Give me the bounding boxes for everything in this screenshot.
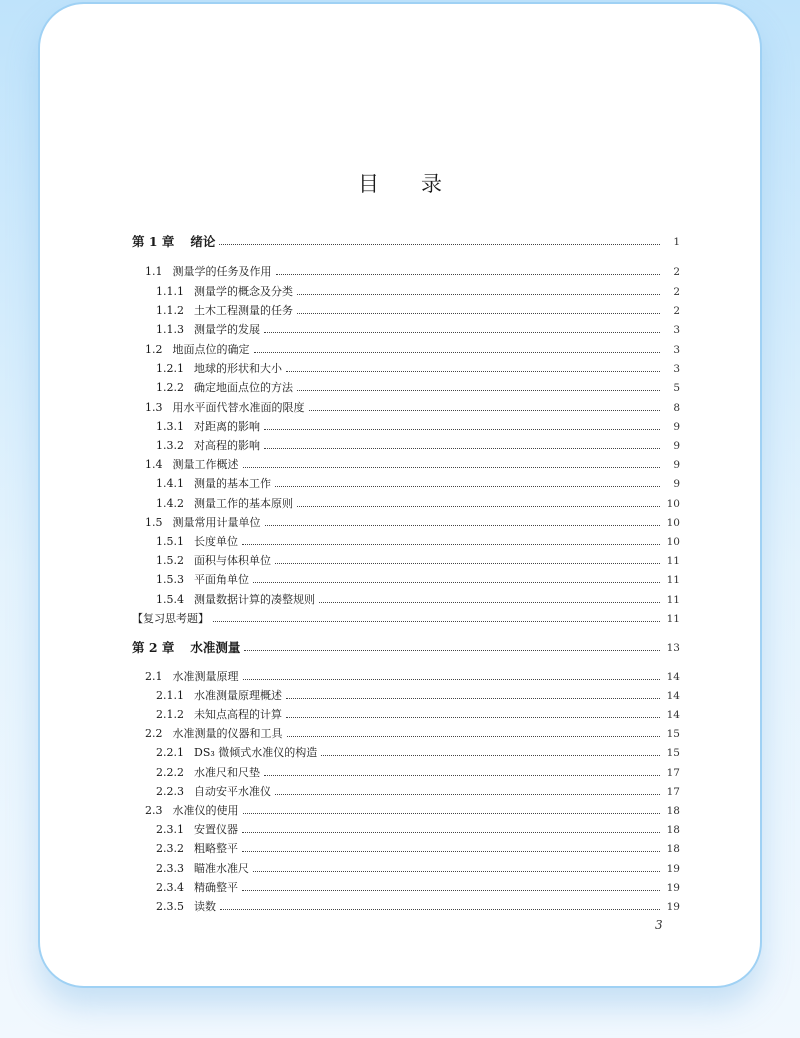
dot-leader	[286, 716, 660, 718]
toc-subsection-entry[interactable]	[0, 283, 680, 301]
dot-leader	[275, 562, 660, 564]
toc-entry-number: 1.2.2	[156, 381, 184, 394]
toc-entry-title: DS₃ 微倾式水准仪的构造	[194, 746, 318, 759]
toc-entry-title: 测量学的发展	[194, 323, 260, 336]
toc-entry-number: 2.3.5	[156, 900, 184, 913]
dot-leader	[264, 447, 660, 449]
toc-section-entry[interactable]	[0, 263, 680, 281]
dot-leader	[219, 243, 660, 245]
toc-entry-number: 第 1 章	[132, 234, 175, 249]
toc-entry-title: 土木工程测量的任务	[194, 304, 293, 317]
toc-entry-title: 【复习思考题】	[132, 612, 209, 625]
toc-subsection-entry[interactable]	[0, 571, 680, 589]
toc-entry-title: 用水平面代替水准面的限度	[172, 401, 305, 414]
toc-entry-page: 10	[666, 517, 680, 529]
dot-leader	[243, 466, 661, 468]
toc-entry-page: 2	[673, 266, 680, 278]
toc-entry-page: 14	[666, 709, 680, 721]
toc-entry-page: 14	[666, 690, 680, 702]
toc-entry-number: 2.2.3	[156, 785, 184, 798]
toc-entry-page: 10	[666, 498, 680, 510]
toc-section-entry[interactable]	[0, 399, 680, 417]
toc-entry-title: 绪论	[190, 234, 216, 249]
toc-entry-title: 测量数据计算的凑整规则	[194, 593, 315, 606]
toc-entry-number: 2.1	[145, 670, 163, 683]
dot-leader	[275, 485, 660, 487]
dot-leader	[220, 908, 660, 910]
toc-entry-number: 2.1.1	[156, 689, 184, 702]
dot-leader	[286, 697, 660, 699]
toc-subsection-entry[interactable]	[0, 764, 680, 782]
toc-section-entry[interactable]	[0, 456, 680, 474]
toc-subsection-entry[interactable]	[0, 475, 680, 493]
dot-leader	[244, 649, 660, 651]
toc-entry-page: 9	[673, 478, 680, 490]
toc-entry-title: 未知点高程的计算	[194, 708, 282, 721]
toc-entry-number: 1.5.2	[156, 554, 184, 567]
toc-entry-number: 1.2.1	[156, 362, 184, 375]
toc-entry-number: 1.3.2	[156, 439, 184, 452]
dot-leader	[275, 793, 660, 795]
toc-entry-title: 确定地面点位的方法	[194, 381, 293, 394]
toc-entry-title: 面积与体积单位	[194, 554, 271, 567]
toc-entry-title: 水准尺和尺垫	[194, 766, 260, 779]
toc-entry-number: 1.5.4	[156, 593, 184, 606]
toc-subsection-entry[interactable]	[0, 321, 680, 339]
toc-subsection-entry[interactable]	[0, 783, 680, 801]
toc-entry-title: 地球的形状和大小	[194, 362, 282, 375]
dot-leader	[264, 774, 660, 776]
toc-entry-page: 18	[666, 843, 680, 855]
toc-entry-number: 1.1.2	[156, 304, 184, 317]
toc-subsection-entry[interactable]	[0, 379, 680, 397]
dot-leader	[297, 505, 660, 507]
toc-entry-number: 1.4.1	[156, 477, 184, 490]
toc-entry-title: 水准仪的使用	[172, 804, 239, 817]
toc-entry-title: 粗略整平	[194, 842, 238, 855]
toc-entry-page: 9	[673, 440, 680, 452]
toc-subsection-entry[interactable]	[0, 687, 680, 705]
toc-entry-page: 11	[666, 555, 680, 567]
dot-leader	[287, 735, 661, 737]
toc-subsection-entry[interactable]	[0, 879, 680, 897]
toc-entry-title: 地面点位的确定	[172, 343, 250, 356]
toc-entry-title: 水准测量原理	[172, 670, 239, 683]
toc-entry-title: 测量的基本工作	[194, 477, 271, 490]
dot-leader	[309, 409, 661, 411]
toc-entry-title: 对距离的影响	[194, 420, 260, 433]
toc-entry-page: 9	[673, 421, 680, 433]
toc-entry-page: 14	[666, 671, 680, 683]
toc-entry-page: 3	[673, 344, 680, 356]
toc-section-entry[interactable]	[0, 668, 680, 686]
dot-leader	[253, 870, 660, 872]
toc-entry-page: 15	[666, 728, 680, 740]
toc-entry-title: 平面角单位	[194, 573, 249, 586]
toc-entry-title: 长度单位	[194, 535, 238, 548]
toc-entry-number: 2.3	[145, 804, 163, 817]
toc-section-entry[interactable]	[0, 341, 680, 359]
toc-entry-page: 18	[666, 824, 680, 836]
dot-leader	[243, 678, 661, 680]
toc-entry-page: 9	[673, 459, 680, 471]
toc-entry-title: 安置仪器	[194, 823, 238, 836]
dot-leader	[264, 331, 660, 333]
toc-entry-page: 1	[673, 236, 680, 248]
toc-entry-page: 5	[673, 382, 680, 394]
toc-entry-number: 2.2.1	[156, 746, 184, 759]
dot-leader	[265, 524, 661, 526]
toc-subsection-entry[interactable]	[0, 418, 680, 436]
toc-entry-number: 2.2.2	[156, 766, 184, 779]
toc-entry-title: 水准测量	[190, 640, 241, 655]
dot-leader	[297, 293, 660, 295]
toc-entry-number: 2.2	[145, 727, 163, 740]
toc-entry-number: 1.3.1	[156, 420, 184, 433]
toc-entry-page: 11	[666, 594, 680, 606]
dot-leader	[242, 850, 660, 852]
toc-entry-page: 18	[666, 805, 680, 817]
dot-leader	[242, 543, 660, 545]
toc-entry-number: 1.4	[145, 458, 163, 471]
dot-leader	[242, 831, 660, 833]
dot-leader	[276, 273, 661, 275]
toc-subsection-entry[interactable]	[0, 706, 680, 724]
toc-section-entry[interactable]	[0, 725, 680, 743]
dot-leader	[242, 889, 660, 891]
toc-entry-number: 1.5.3	[156, 573, 184, 586]
dot-leader	[297, 389, 660, 391]
toc-entry-page: 2	[673, 305, 680, 317]
toc-entry-title: 测量学的任务及作用	[172, 265, 272, 278]
toc-entry-title: 测量常用计量单位	[172, 516, 261, 529]
toc-chapter-entry[interactable]	[0, 233, 680, 251]
toc-chapter-entry[interactable]	[0, 639, 680, 657]
toc-entry-page: 13	[666, 642, 680, 654]
toc-entry-number: 2.3.3	[156, 862, 184, 875]
toc-entry-number: 2.3.2	[156, 842, 184, 855]
toc-entry-page: 10	[666, 536, 680, 548]
dot-leader	[254, 351, 661, 353]
toc-entry-title: 水准测量原理概述	[194, 689, 282, 702]
toc-entry-page: 19	[666, 863, 680, 875]
toc-subsection-entry[interactable]	[0, 840, 680, 858]
toc-entry-number: 1.1.1	[156, 285, 184, 298]
toc-entry-title: 自动安平水准仪	[194, 785, 271, 798]
toc-entry-number: 2.3.4	[156, 881, 184, 894]
toc-entry-page: 17	[666, 786, 680, 798]
toc-entry-number: 1.4.2	[156, 497, 184, 510]
toc-entry-page: 8	[673, 402, 680, 414]
toc-entry-number: 1.3	[145, 401, 163, 414]
dot-leader	[319, 601, 660, 603]
toc-entry-page: 3	[673, 324, 680, 336]
dot-leader	[321, 754, 660, 756]
toc-entry-number: 2.3.1	[156, 823, 184, 836]
toc-entry-number: 1.1.3	[156, 323, 184, 336]
toc-section-entry[interactable]	[0, 610, 680, 628]
toc-subsection-entry[interactable]	[0, 437, 680, 455]
toc-entry-title: 对高程的影响	[194, 439, 260, 452]
toc-entry-page: 3	[673, 363, 680, 375]
page-title: 目录	[358, 172, 484, 196]
dot-leader	[253, 581, 660, 583]
toc-entry-title: 水准测量的仪器和工具	[172, 727, 283, 740]
toc-section-entry[interactable]	[0, 514, 680, 532]
toc-subsection-entry[interactable]	[0, 533, 680, 551]
toc-entry-number: 1.5.1	[156, 535, 184, 548]
dot-leader	[297, 312, 660, 314]
toc-entry-title: 精确整平	[194, 881, 238, 894]
dot-leader	[264, 428, 660, 430]
toc-entry-title: 测量学的概念及分类	[194, 285, 293, 298]
toc-subsection-entry[interactable]	[0, 360, 680, 378]
toc-subsection-entry[interactable]	[0, 495, 680, 513]
toc-entry-page: 11	[666, 574, 680, 586]
toc-entry-page: 19	[666, 882, 680, 894]
dot-leader	[286, 370, 660, 372]
dot-leader	[213, 620, 660, 622]
toc-entry-title: 测量工作的基本原则	[194, 497, 293, 510]
toc-entry-number: 2.1.2	[156, 708, 184, 721]
page-number: 3	[655, 918, 663, 932]
toc-entry-number: 1.2	[145, 343, 163, 356]
toc-entry-page: 17	[666, 767, 680, 779]
toc-entry-number: 1.5	[145, 516, 163, 529]
toc-entry-page: 15	[666, 747, 680, 759]
toc-subsection-entry[interactable]	[0, 821, 680, 839]
toc-entry-page: 11	[666, 613, 680, 625]
toc-entry-title: 读数	[194, 900, 216, 913]
toc-entry-number: 第 2 章	[132, 640, 175, 655]
toc-subsection-entry[interactable]	[0, 302, 680, 320]
toc-subsection-entry[interactable]	[0, 898, 680, 916]
toc-subsection-entry[interactable]	[0, 591, 680, 609]
toc-subsection-entry[interactable]	[0, 860, 680, 878]
toc-entry-page: 2	[673, 286, 680, 298]
toc-entry-title: 测量工作概述	[172, 458, 239, 471]
toc-subsection-entry[interactable]	[0, 552, 680, 570]
toc-entry-number: 1.1	[145, 265, 163, 278]
toc-entry-page: 19	[666, 901, 680, 913]
toc-entry-title: 瞄准水准尺	[194, 862, 249, 875]
dot-leader	[243, 812, 661, 814]
toc-section-entry[interactable]	[0, 802, 680, 820]
toc-subsection-entry[interactable]	[0, 744, 680, 762]
